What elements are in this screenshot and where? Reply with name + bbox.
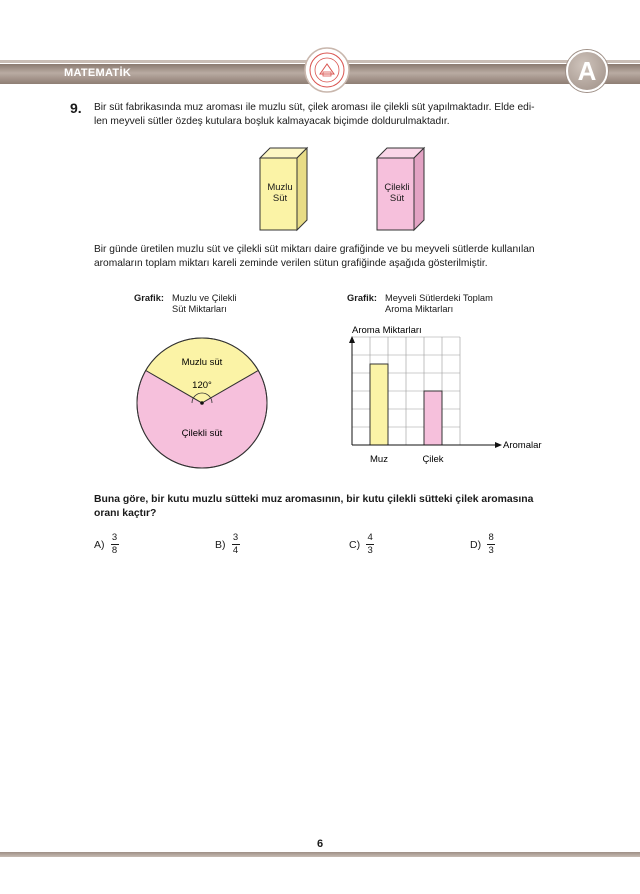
prompt-line-2: oranı kaçtır?: [94, 508, 157, 519]
bar-çilek: [424, 391, 442, 445]
intro-line-2: len meyveli sütler özdeş kutulara boşluk kalmayacak biçimde doldurulmaktadır.: [94, 115, 450, 127]
angle-label: 120°: [192, 380, 212, 391]
footer-line: [0, 852, 640, 857]
question-intro: [94, 101, 594, 128]
bar-chart-caption: Grafik: Meyveli Sütlerdeki Toplam Aroma Miktarları: [347, 293, 493, 314]
pie-label-muzlu: Muzlu süt: [181, 357, 223, 368]
question-prompt: [94, 493, 594, 521]
pie-center-dot: [200, 401, 204, 405]
intro-line-1: Bir süt fabrikasında muz aroması ile muzlu süt, çilek aroması ile çilekli süt yapılmaktadır. Elde edi-: [94, 102, 535, 113]
text2-line-1: Bir günde üretilen muzlu süt ve çilekli süt miktarı daire grafiğinde ve bu meyveli sütlerde kullanılan: [94, 244, 535, 255]
pie-chart-caption: Grafik: Muzlu ve Çilekli Süt Miktarları: [134, 293, 237, 314]
page-number: 6: [316, 838, 324, 850]
booklet-letter-badge: A: [566, 50, 608, 92]
x-axis-label: Aromalar: [503, 440, 542, 451]
pie-chart: [134, 335, 270, 471]
pie-label-cilekli: Çilekli süt: [181, 428, 223, 439]
option-a[interactable]: A) $\frac{3}{8}$: [94, 532, 118, 556]
x-tick-label: Muz: [370, 454, 388, 465]
question-number: 9.: [70, 100, 82, 116]
muzlu-sut-label: Muzlu Süt: [267, 182, 293, 204]
bar-muz: [370, 364, 388, 445]
prompt-line-1: Buna göre, bir kutu muzlu sütteki muz aromasının, bir kutu çilekli sütteki çilek aromasına: [94, 494, 534, 505]
x-tick-label: Çilek: [422, 454, 444, 465]
bar-chart: [340, 320, 560, 470]
y-axis-label: Aroma Miktarları: [352, 325, 422, 336]
ministry-emblem-icon: [303, 46, 351, 94]
option-b[interactable]: B) $\frac{3}{4}$: [215, 532, 239, 556]
text2-line-2: aromaların toplam miktarı kareli zeminde verilen sütun grafiğinde aşağıda gösterilmiştir.: [94, 257, 488, 269]
option-c[interactable]: C) $\frac{4}{3}$: [349, 532, 373, 556]
cilekli-sut-label: Çilekli Süt: [384, 182, 410, 204]
x-axis-arrow-icon: [495, 442, 502, 448]
option-d[interactable]: D) $\frac{8}{3}$: [470, 532, 494, 556]
subject-title: MATEMATİK: [64, 67, 132, 79]
question-text-2: [94, 243, 594, 270]
